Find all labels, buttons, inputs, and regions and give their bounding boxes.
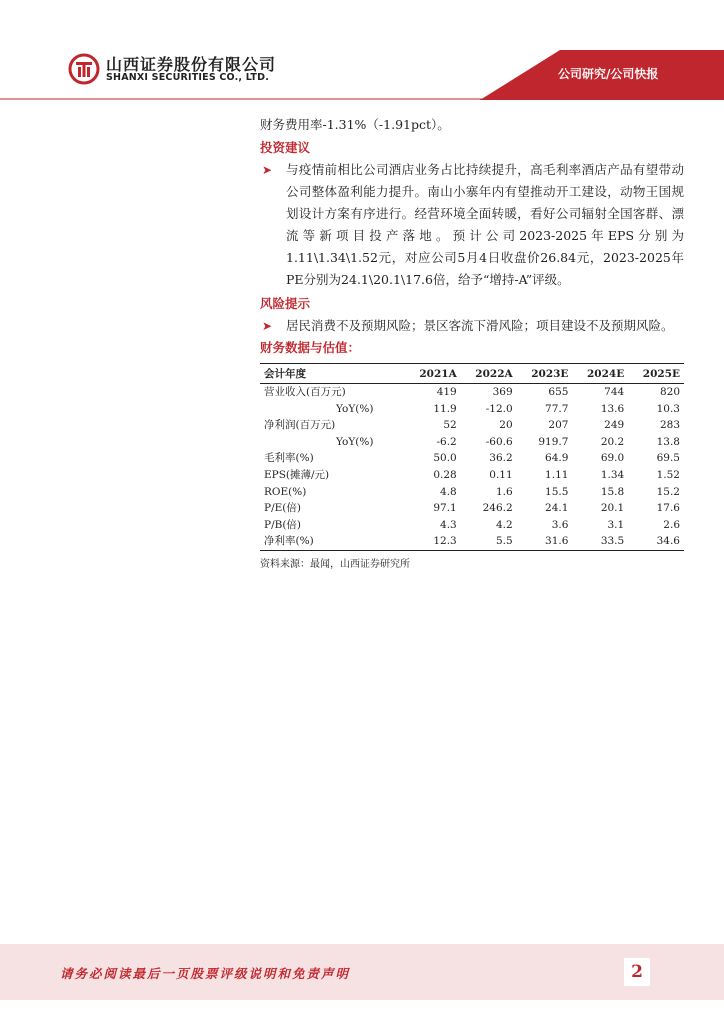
company-name-cn: 山西证券股份有限公司 [106, 55, 277, 74]
table-row [260, 484, 684, 501]
table-cell: 34.6 [628, 533, 684, 550]
table-cell: 20 [499, 419, 513, 432]
row-label: P/B(倍) [264, 518, 302, 531]
table-cell: 3.6 [551, 518, 569, 531]
table-cell: 10.3 [656, 402, 680, 415]
table-cell: 1.11 [545, 468, 569, 481]
table-row [260, 533, 684, 550]
table-cell: 3.1 [607, 518, 625, 531]
table-cell: 246.2 [482, 502, 513, 515]
table-cell: 369 [492, 386, 513, 398]
table-cell: 4.3 [440, 518, 457, 531]
company-name-en: SHANXI SECURITIES CO., LTD. [106, 72, 270, 83]
table-cell: 5.5 [461, 533, 517, 550]
bullet-arrow-icon: ➤ [262, 163, 273, 177]
table-cell: 0.28 [433, 468, 457, 481]
table-row [260, 467, 684, 484]
table-cell: 1.52 [656, 468, 680, 481]
table-cell: 15.2 [656, 485, 680, 498]
table-header-cell: 2025E [628, 364, 684, 384]
finance-title: 财务数据与估值： [260, 340, 361, 355]
table-cell: 249 [604, 419, 625, 432]
table-row [260, 517, 684, 534]
table-cell: 69.5 [656, 452, 680, 465]
table-cell: 1.34 [600, 468, 625, 481]
row-label: ROE(%) [264, 485, 307, 498]
table-header-cell: 2022A [461, 364, 517, 384]
table-cell: 17.6 [656, 502, 680, 515]
row-label: 净利率(%) [260, 533, 405, 550]
table-header-row [260, 364, 684, 384]
page-number: 2 [624, 958, 650, 986]
data-source-note: 资料来源：最闻，山西证券研究所 [260, 558, 410, 570]
intro-line: 财务费用率-1.31%（-1.91pct）。 [260, 117, 450, 132]
investment-title: 投资建议 [260, 140, 311, 155]
table-cell: 2.6 [663, 518, 680, 531]
table-cell: 11.9 [433, 402, 457, 415]
table-cell: 0.11 [489, 468, 513, 481]
table-cell: 4.8 [440, 485, 457, 498]
table-cell: 15.8 [600, 485, 625, 498]
shanxi-securities-logo-icon [68, 53, 100, 85]
table-row [260, 500, 684, 517]
table-cell: 283 [659, 419, 680, 432]
table-header-cell: 会计年度 [260, 364, 405, 384]
financial-table [260, 363, 684, 551]
table-cell: -6.2 [436, 435, 457, 448]
table-cell: 50.0 [433, 452, 457, 465]
page-header [0, 0, 724, 100]
table-row [260, 434, 684, 451]
investment-text: 与疫情前相比公司酒店业务占比持续提升，高毛利率酒店产品有望带动公司整体盈利能力提升。南山小寨年内有望推动开工建设，动物王国规划设计方案有序进行。经营环境全面转暖，看好公司辐射全国客群、漂流等新项目投产落地。预计公司2023-2025年EPS分别为1.11\1.34\1.52元，对应公司5月4日收盘价26.84元，2023-2025年PE分别为24.1\20.1\17.6倍，给予“增持-A”评级。 [286, 162, 684, 287]
table-row [260, 450, 684, 467]
table-cell: 20.2 [600, 435, 625, 448]
row-label: 营业收入(百万元) [264, 386, 346, 398]
table-cell: -12.0 [485, 402, 513, 415]
table-cell: 919.7 [538, 435, 569, 448]
table-cell: 31.6 [517, 533, 573, 550]
report-type-label: 公司研究/公司快报 [558, 67, 659, 81]
table-cell: 820 [659, 386, 680, 398]
table-cell: 33.5 [572, 533, 628, 550]
table-cell: 1.6 [495, 485, 513, 498]
table-cell: 4.2 [495, 518, 513, 531]
bullet-arrow-icon: ➤ [262, 319, 273, 333]
table-cell: 419 [436, 386, 457, 398]
row-label: YoY(%) [336, 402, 374, 415]
page-footer [0, 944, 724, 1000]
table-cell: 36.2 [489, 452, 513, 465]
table-header-cell: 2021A [405, 364, 461, 384]
table-cell: 13.8 [656, 435, 680, 448]
risk-title: 风险提示 [260, 296, 311, 311]
table-cell: -60.6 [485, 435, 513, 448]
table-cell: 64.9 [545, 452, 569, 465]
row-label: YoY(%) [336, 435, 374, 448]
table-cell: 69.0 [600, 452, 625, 465]
row-label: P/E(倍) [264, 502, 301, 515]
table-cell: 77.7 [545, 402, 569, 415]
table-cell: 12.3 [405, 533, 461, 550]
table-row [260, 384, 684, 401]
table-row [260, 417, 684, 434]
row-label: EPS(摊薄/元) [264, 468, 330, 481]
table-cell: 52 [443, 419, 457, 432]
header-band [0, 0, 724, 100]
table-cell: 24.1 [545, 502, 569, 515]
table-header-cell: 2023E [517, 364, 573, 384]
table-header-cell: 2024E [572, 364, 628, 384]
table-cell: 655 [548, 386, 569, 398]
main-content [260, 113, 684, 570]
risk-text: 居民消费不及预期风险；景区客流下滑风险；项目建设不及预期风险。 [286, 318, 674, 333]
table-cell: 13.6 [600, 402, 625, 415]
table-row [260, 401, 684, 418]
investment-bullet [260, 159, 684, 291]
table-cell: 20.1 [600, 502, 625, 515]
risk-bullet [260, 315, 684, 337]
table-cell: 97.1 [433, 502, 457, 515]
row-label: 毛利率(%) [264, 452, 314, 465]
table-cell: 15.5 [545, 485, 569, 498]
table-cell: 207 [548, 419, 569, 432]
row-label: 净利润(百万元) [264, 419, 336, 432]
table-cell: 744 [604, 386, 625, 398]
disclaimer-notice: 请务必阅读最后一页股票评级说明和免责声明 [60, 966, 351, 981]
